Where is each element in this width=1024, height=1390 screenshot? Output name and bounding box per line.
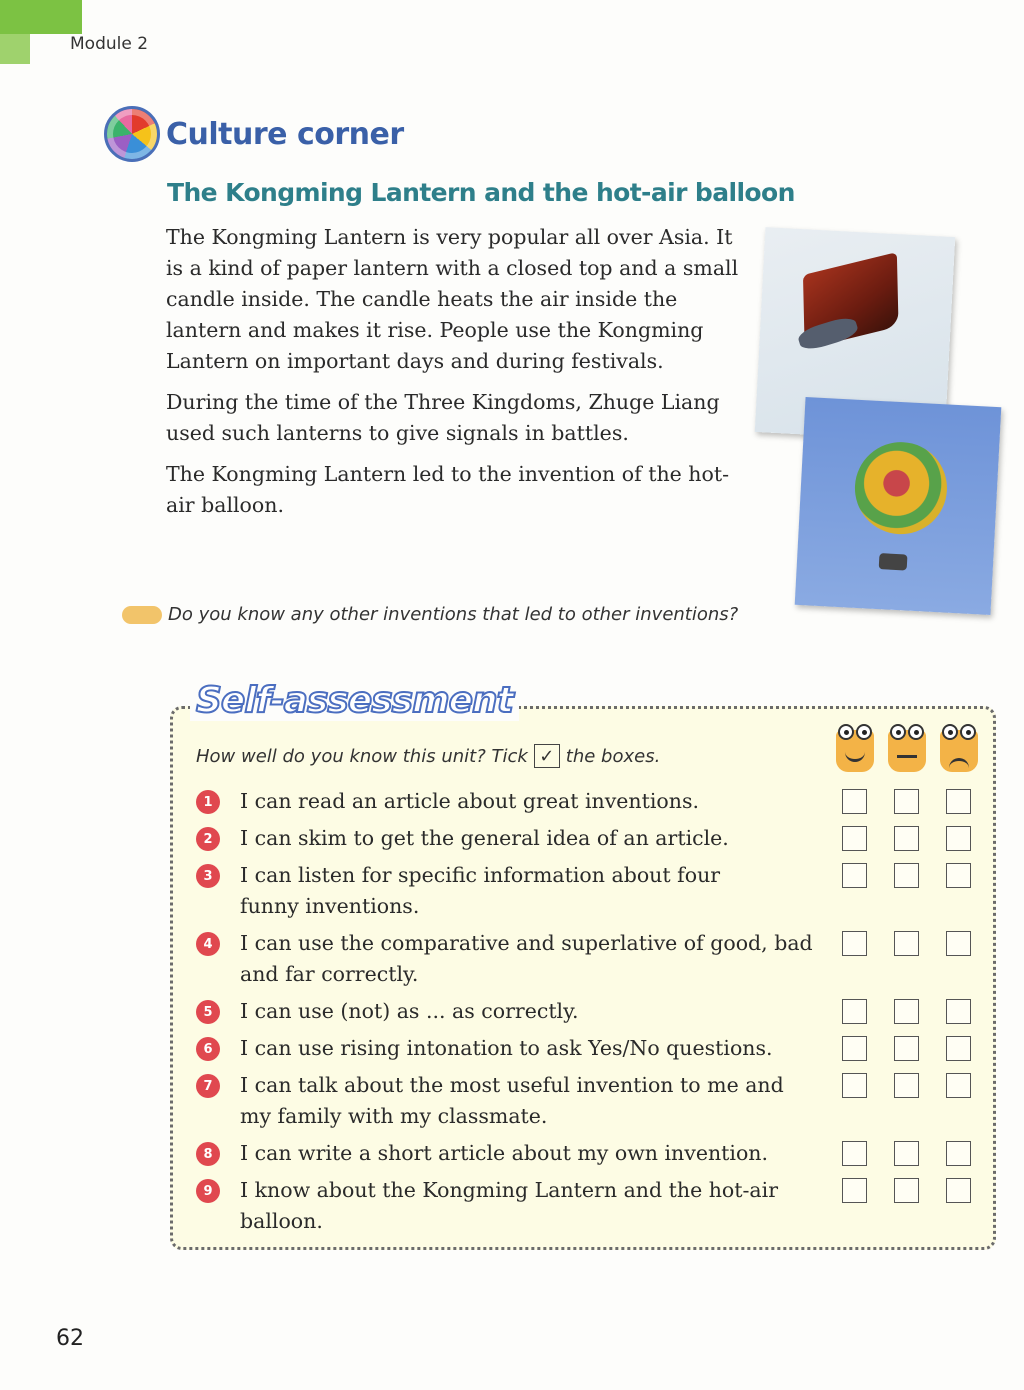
item-number-badge: 8 — [196, 1142, 220, 1166]
checkbox-neutral[interactable] — [894, 826, 919, 851]
article-title: The Kongming Lantern and the hot-air balloon — [167, 178, 795, 207]
balloon-basket-icon — [879, 553, 908, 570]
checkbox-neutral[interactable] — [894, 1036, 919, 1061]
culture-corner-heading — [104, 106, 404, 162]
article-paragraph: During the time of the Three Kingdoms, Zhuge Liang used such lanterns to give signals in battles. — [166, 390, 720, 445]
question-marker-icon — [122, 606, 162, 624]
instruction-text: How well do you know this unit? Tick — [196, 745, 528, 767]
rating-checkboxes — [842, 789, 971, 814]
item-number-badge: 2 — [196, 827, 220, 851]
checkbox-happy[interactable] — [842, 1036, 867, 1061]
discussion-question — [122, 604, 738, 625]
rating-checkboxes — [842, 1141, 971, 1166]
rating-checkboxes — [842, 999, 971, 1024]
instruction-text: the boxes. — [565, 745, 661, 767]
tick-example-icon: ✓ — [534, 744, 560, 768]
list-item — [196, 1033, 976, 1064]
checkbox-sad[interactable] — [946, 999, 971, 1024]
checkbox-neutral[interactable] — [894, 999, 919, 1024]
corner-tab — [0, 0, 82, 34]
checkbox-sad[interactable] — [946, 863, 971, 888]
checkbox-sad[interactable] — [946, 1178, 971, 1203]
colorful-globe-icon — [104, 106, 160, 162]
list-item — [196, 786, 976, 817]
item-text: I can use (not) as ... as correctly. — [240, 999, 579, 1023]
checkbox-sad[interactable] — [946, 931, 971, 956]
checkbox-sad[interactable] — [946, 826, 971, 851]
page-number: 62 — [56, 1326, 84, 1351]
article-paragraph: The Kongming Lantern is very popular all over Asia. It is a kind of paper lantern with a closed top and a small candle inside. The candle heats the air inside the lantern and makes it rise. People use the Kongming Lantern on important days and during festivals. — [166, 225, 739, 373]
checkbox-happy[interactable] — [842, 1073, 867, 1098]
question-text: Do you know any other inventions that led to other inventions? — [168, 604, 739, 625]
item-number-badge: 3 — [196, 864, 220, 888]
rating-checkboxes — [842, 826, 971, 851]
article-paragraph: The Kongming Lantern led to the invention of the hot-air balloon. — [166, 462, 730, 517]
balloon-icon — [853, 440, 950, 537]
module-label: Module 2 — [70, 34, 149, 54]
item-text: I can read an article about great inventions. — [240, 789, 699, 813]
item-number-badge: 6 — [196, 1037, 220, 1061]
checkbox-neutral[interactable] — [894, 1073, 919, 1098]
rating-checkboxes — [842, 1073, 971, 1098]
item-text: I know about the Kongming Lantern and the hot-air balloon. — [240, 1178, 779, 1233]
item-number-badge: 4 — [196, 932, 220, 956]
self-assessment-list — [196, 786, 976, 1243]
item-number-badge: 7 — [196, 1074, 220, 1098]
checkbox-neutral[interactable] — [894, 1141, 919, 1166]
item-text: I can write a short article about my own invention. — [240, 1141, 769, 1165]
article-body — [166, 222, 766, 531]
section-title: Culture corner — [166, 116, 404, 152]
checkbox-happy[interactable] — [842, 1178, 867, 1203]
rating-checkboxes — [842, 1178, 971, 1203]
item-number-badge: 1 — [196, 790, 220, 814]
list-item — [196, 1175, 976, 1237]
checkbox-happy[interactable] — [842, 931, 867, 956]
rating-checkboxes — [842, 1036, 971, 1061]
item-text: I can use rising intonation to ask Yes/No questions. — [240, 1036, 773, 1060]
hot-air-balloon-photo — [795, 397, 1002, 615]
list-item — [196, 1138, 976, 1169]
checkbox-happy[interactable] — [842, 826, 867, 851]
rating-checkboxes — [842, 931, 971, 956]
list-item — [196, 928, 976, 990]
item-text: I can use the comparative and superlative of good, bad and far correctly. — [240, 931, 813, 986]
checkbox-neutral[interactable] — [894, 1178, 919, 1203]
neutral-face-icon — [888, 730, 926, 772]
list-item — [196, 996, 976, 1027]
item-number-badge: 5 — [196, 1000, 220, 1024]
sad-face-icon — [940, 730, 978, 772]
checkbox-neutral[interactable] — [894, 931, 919, 956]
checkbox-sad[interactable] — [946, 1073, 971, 1098]
rating-checkboxes — [842, 863, 971, 888]
self-assessment-instruction — [196, 744, 660, 768]
checkbox-happy[interactable] — [842, 789, 867, 814]
item-text: I can skim to get the general idea of an article. — [240, 826, 729, 850]
list-item — [196, 823, 976, 854]
item-number-badge: 9 — [196, 1179, 220, 1203]
list-item — [196, 860, 976, 922]
checkbox-sad[interactable] — [946, 789, 971, 814]
checkbox-sad[interactable] — [946, 1036, 971, 1061]
self-assessment-title: Self-assessment — [190, 680, 519, 721]
checkbox-happy[interactable] — [842, 1141, 867, 1166]
happy-face-icon — [836, 730, 874, 772]
item-text: I can listen for specific information about four funny inventions. — [240, 863, 721, 918]
checkbox-happy[interactable] — [842, 999, 867, 1024]
list-item — [196, 1070, 976, 1132]
rating-faces — [836, 730, 978, 772]
checkbox-happy[interactable] — [842, 863, 867, 888]
checkbox-sad[interactable] — [946, 1141, 971, 1166]
item-text: I can talk about the most useful invention to me and my family with my classmate. — [240, 1073, 784, 1128]
checkbox-neutral[interactable] — [894, 789, 919, 814]
checkbox-neutral[interactable] — [894, 863, 919, 888]
